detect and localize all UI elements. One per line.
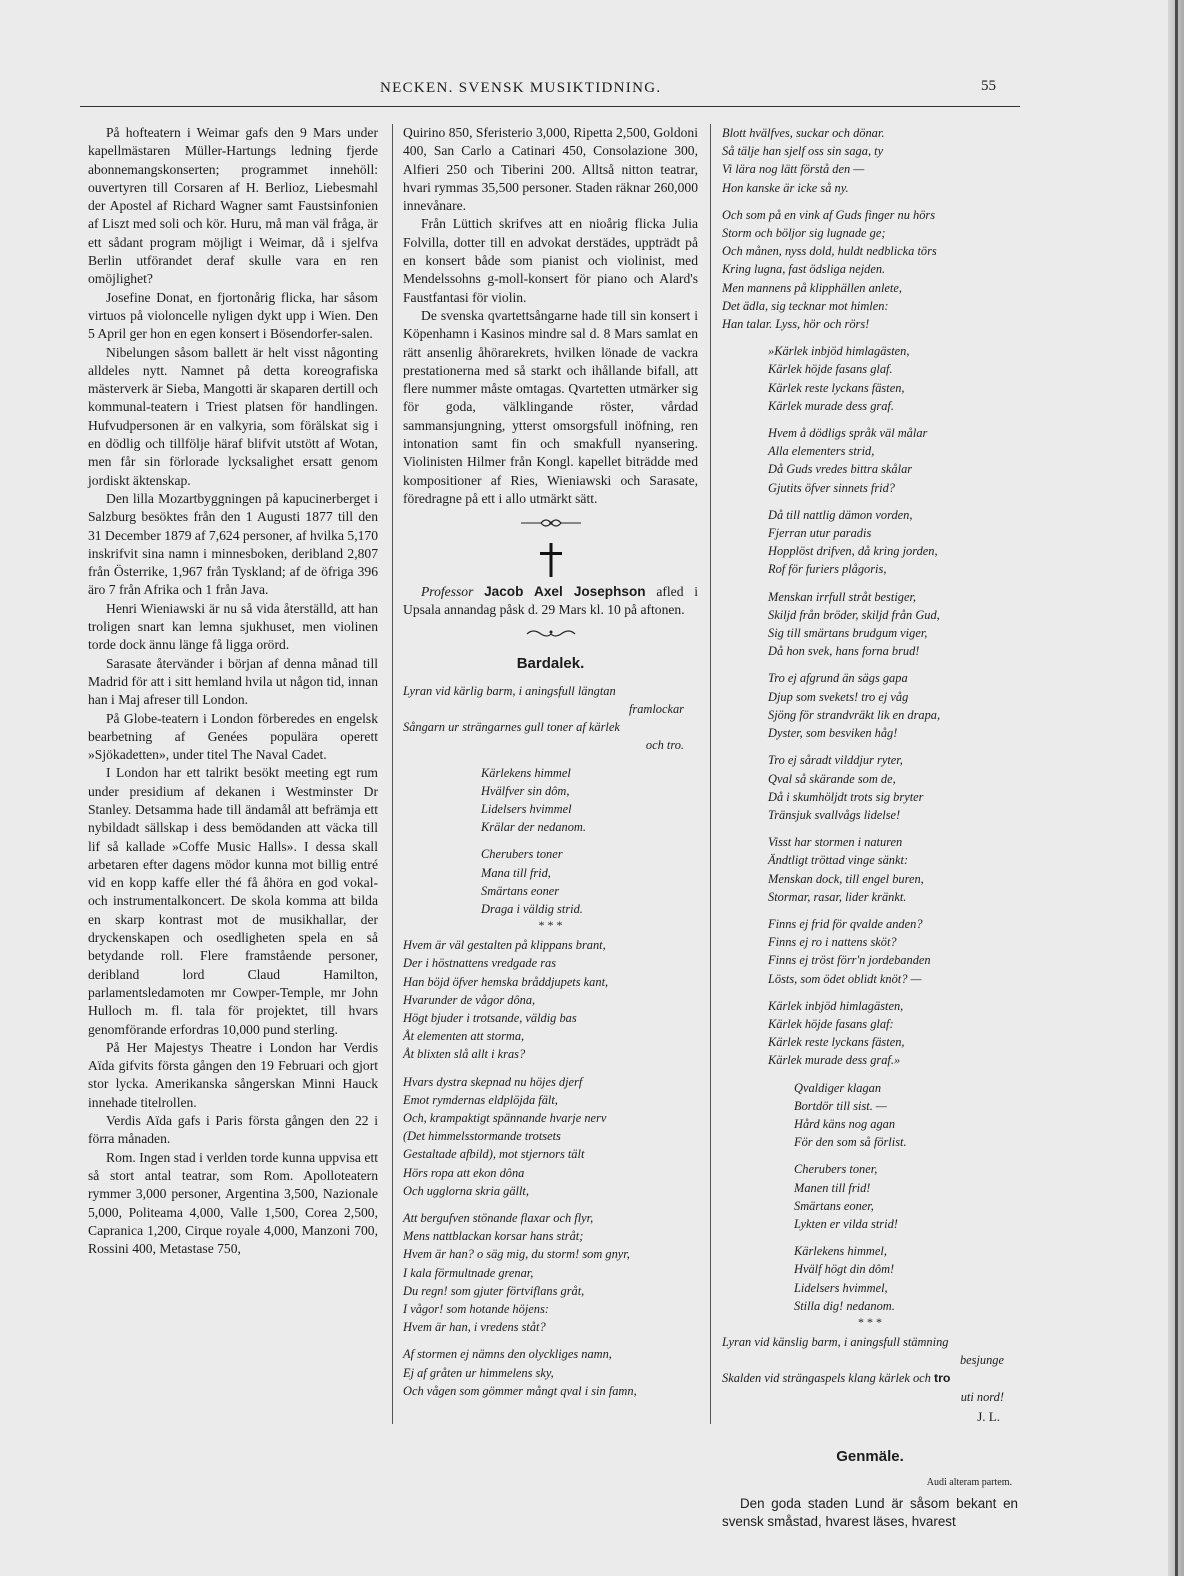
column-1 xyxy=(88,124,378,1258)
page-number: 55 xyxy=(981,78,996,94)
poem-stanza-4: Af stormen ej nämns den olyckliges namn, Ej af gråten ur himmelens sky, Och vågen som gömmer mångt qval i sin famn, xyxy=(403,1347,637,1398)
poem-closing: Lyran vid känslig barm, i aningsfull stämning besjunge Skalden vid strängaspels klang kärlek och tro uti nord! xyxy=(722,1334,1004,1404)
poem-stanza-5: Och som på en vink af Guds finger nu hörs Storm och böljor sig lugnade ge; Och månen, nyss dold, huldt nedblicka törs Kring lugna, fast ödsliga nejden. Men mannens på klipphällen anlete, Det ädla, sig tecknar mot himlen: Han talar. Lyss, hör och rörs! xyxy=(722,207,937,332)
news-her-majestys: På Her Majestys Theatre i London har Verdis Aïda gifvits första gången den 19 Februari och gjort stor lycka. Amerikanska sångerskan Minni Hauck innehade titelrollen. xyxy=(88,1039,378,1110)
poem-title: Bardalek. xyxy=(516,655,585,673)
poem-stanza-1: Hvem är väl gestalten på klippans brant, Der i höstnattens vredgade ras Han böjd öfver hemska bråddjupets kant, Hvarunder de vågor dôna, Högt bjuder i trotsande, väldig bas Åt elementen att storma, Åt blixten slå allt i kras? xyxy=(403,938,609,1062)
poem-opening: Lyran vid kärlig barm, i aningsfull längtan framlockar Sångarn ur strängarnes gull toner af kärlek och tro. xyxy=(403,683,684,753)
news-donat: Josefine Donat, en fjortonårig flicka, har såsom virtuos på violoncelle nyligen dykt upp i Wien. Den 5 April ger hon en egen konsert i Bösendorfer-salen. xyxy=(88,289,378,342)
news-rom: Rom. Ingen stad i verlden torde kunna uppvisa ett så stort antal teatrar, som Rom. Apolloteatern rymmer 3,000 personer, Argentina 3,500, Nazionale 5,000, Politeama 4,000, Valle 1,500, Corea 2,500, Capranica 1,200, Cirque royale 4,000, Manzoni 700, Rossini 400, Metastase 750, xyxy=(88,1149,378,1257)
news-london-meeting: I London har ett talrikt besökt meeting egt rum under presidium af dekanen i Westminster Dr Stanley. Detsamma hade till ändamål att befrämja ett nybildadt sällskap i dess bemödanden att väcka till lif så kallade »Coffe Music Halls». I dessa skall arbetaren efter dagens mödor kunna mot billig entré vid en kopp kaffe eller thé få åhöra en god vokal- och instrumentalkoncert. De skola komma att bilda en skarp kontrast mot de musikhallar, der dryckenskapen och osedligheten spela en så betydande roll. Flere framstående personer, deribland lord Claud Hamilton, parlamentsledamoten mr Cowper-Temple, mr John Hulloch m. fl. tala för projektet, till hvars genomförande erfordras 10,000 pund sterling. xyxy=(88,765,378,1037)
poem-stanza-3: Att bergufven stönande flaxar och flyr, Mens nattblackan korsar hans stråt; Hvem är han? o säg mig, du storm! som gnyr, I kala förmultnade grenar, Du regn! som gjuter förtviflans gråt, I vågor! som hotande höjens: Hvem är han, i vredens ståt? xyxy=(403,1211,630,1335)
song-1: »Kärlek inbjöd himlagästen, Kärlek höjde fasans glaf. Kärlek reste lyckans fästen, Kärlek murade dess graf. xyxy=(768,344,910,413)
news-nibelungen: Nibelungen såsom ballett är helt visst någonting alldeles nytt. Namnet på detta koreografiska mästerverk är Sieba, Mangotti är skaparen dertill och kommunal-teatern i Triest platsen för handlingen. Hufvudpersonen är en valkyria, som förälskat sig i en dödlig och tillfölje häraf blifvit utstött af Wotan, men får sin förlorade lycksalighet ersatt genom jordiskt äktenskap. xyxy=(88,344,378,488)
obituary-name: Jacob Axel Josephson xyxy=(484,583,646,599)
obituary xyxy=(403,583,698,620)
poem-stars-2: * * * xyxy=(858,1314,882,1329)
ornament-divider-2 xyxy=(403,627,698,645)
song-7: Visst har stormen i naturen Ändtligt tröttad vinge sänkt: Menskan dock, till engel buren, Stormar, rasar, lider kränkt. xyxy=(768,835,924,904)
column-rule-1 xyxy=(392,124,393,1424)
poem-refrain-5: Kärlekens himmel, Hvälf högt din dôm! Lidelsers hvimmel, Stilla dig! nedanom. xyxy=(794,1244,895,1313)
poem-stanza-4-cont: Blott hvälfves, suckar och dönar. Så tälje han sjelf oss sin saga, ty Vi lära nog lätt förstå den — Hon kanske är icke så ny. xyxy=(722,126,885,195)
poem-continued xyxy=(722,124,1018,1426)
page-edge-line xyxy=(1175,0,1178,1576)
news-weimar: På hofteatern i Weimar gafs den 9 Mars under kapellmästaren Müller-Hartungs ledning fjerde abonnemangskonserten; programmet innehöll: ouvertyren till Corsaren af H. Berlioz, Liebesmahl der Apostel af Richard Wagner samt Faustsinfonien af Liszt med soli och kör. Huru, må man väl fråga, är ett sådant program möjligt i Weimar, då i sjelfva Berlin utförandet deraf skulle vara en ren omöjlighet? xyxy=(88,125,378,287)
news-qvartett: De svenska qvartettsångarne hade till sin konsert i Köpenhamn i Kasinos mindre sal d. 8 Mars samlat en rätt ansenlig åhörarekrets, hvilken lönade de vackra prestationerna med så starkt och ihållande bifall, att flere nummer måste omtagas. Qvartetten utmärker sig för goda, välklingande röster, vårdad sammansjungning, ytterst omsorgsfull inöfning, ren intonation samt fin och smakfull nyansering. Violinisten Hilmer från Kongl. kapellet biträdde med kompositioner af Ries, Wieniawski och Sarasate, föredragne på ett i allo utmärkt sätt. xyxy=(403,307,698,506)
song-6: Tro ej såradt vilddjur ryter, Qval så skärande som de, Då i skumhöljdt trots sig bryter Tränsjuk svallvågs lidelse! xyxy=(768,753,924,822)
journal-title: NECKEN. SVENSK MUSIKTIDNING. xyxy=(380,80,662,96)
poem-stanza-2: Hvars dystra skepnad nu höjes djerf Emot rymdernas eldplöjda fält, Och, krampaktigt spännande hvarje nerv (Det himmelsstormande trotsets Gestaltade afbild), mot stjernors tält Hörs ropa att ekon dôna Och ugglorna skria gällt, xyxy=(403,1074,607,1198)
song-2: Hvem å dödligs språk väl målar Alla elementers strid, Då Guds vredes bittra skålar Gjutits öfver sinnets frid? xyxy=(768,426,928,495)
reply-title: Genmäle. xyxy=(836,1448,904,1465)
song-9: Kärlek inbjöd himlagästen, Kärlek höjde fasans glaf: Kärlek reste lyckans fästen, Kärlek murade dess graf.» xyxy=(768,998,905,1068)
reply-motto: Audi alteram partem. xyxy=(926,1477,1012,1489)
song-4: Menskan irrfull stråt bestiger, Skiljd från bröder, skiljd från Gud, Sig till smärtans brudgum viger, Då hon svek, hans forna brud! xyxy=(768,589,940,659)
poem-stars-1: * * * xyxy=(538,918,563,933)
song-3: Då till nattlig dämon vorden, Fjerran utur paradis Hopplöst drifven, då kring jorden, Rof för furiers plågoris, xyxy=(768,507,938,577)
song-8: Finns ej frid för qvalde anden? Finns ej ro i nattens sköt? Finns ej tröst förr'n jordebanden Lösts, som ödet oblidt knöt? — xyxy=(768,916,931,986)
poem-refrain-1: Kärlekens himmel Hvälfver sin dôm, Lidelsers hvimmel Krälar der nedanom. xyxy=(481,765,586,835)
column-rule-2 xyxy=(710,124,711,1424)
running-header xyxy=(80,78,1020,107)
song-5: Tro ej afgrund än sägs gapa Djup som svekets! tro ej våg Sjöng för strandvräkt lik en drapa, Dyster, som besviken håg! xyxy=(768,671,941,741)
obituary-text: afled i Upsala annandag påsk d. 29 Mars kl. 10 på aftonen. xyxy=(403,583,699,617)
column-2 xyxy=(403,124,698,1409)
reply-text: Den goda staden Lund är såsom bekant en svensk småstad, hvarest läses, hvarest xyxy=(722,1495,1018,1529)
poem-refrain-4: Cherubers toner, Manen till frid! Smärtans eoner, Lykten er vilda strid! xyxy=(794,1162,898,1231)
ornament-divider xyxy=(403,516,698,534)
news-sarasate: Sarasate återvänder i början af denna månad till Madrid för att i sitt hemland hvila ut någon tid, innan han i Maj afreser till London. xyxy=(88,655,378,708)
poem-refrain-2: Cherubers toner Mana till frid, Smärtans eoner Draga i väldig strid. xyxy=(481,847,583,916)
poem-bardalek xyxy=(403,682,698,1400)
news-wieniawski: Henri Wieniawski är nu så vida återställd, att han troligen snart kan lemna sjukhuset, men violinen torde dock ännu länge få ligga orörd. xyxy=(88,600,378,653)
poem-signature: J. L. xyxy=(977,1408,1000,1424)
obituary-prefix: Professor xyxy=(421,583,474,599)
cross-icon xyxy=(538,543,564,577)
news-luttich: Från Lüttich skrifves att en nioårig flicka Julia Folvilla, dotter till en advokat derstädes, uppträdt på en konsert både som pianist och violinist, med Mendelssohns g-moll-konsert för piano och Alard's Faustfantasi för violin. xyxy=(403,216,698,305)
column-3 xyxy=(722,124,1018,1531)
news-mozart: Den lilla Mozartbyggningen på kapucinerberget i Salzburg besöktes från den 1 Augusti 1877 till den 31 December 1879 af 7,624 personer, af hvilka 5,170 inskrifvit sina namn i minnesboken, deribland 2,807 från Österrike, 1,967 från Tyskland; af de öfriga 396 äro 7 från Afrika och 1 från Java. xyxy=(88,490,378,598)
news-rom-cont: Quirino 850, Sferisterio 3,000, Ripetta 2,500, Goldoni 400, San Carlo a Catinari 450, Consolazione 300, Alfieri 250 och Tiberini 200. Alltså nitton teatrar, hvari rymmas 35,500 personer. Staden räknar 260,000 innevånare. xyxy=(403,125,698,214)
poem-refrain-3: Qvaldiger klagan Bortdör till sist. — Hård käns nog agan För den som så förlist. xyxy=(794,1080,907,1150)
news-aida-paris: Verdis Aïda gafs i Paris första gången den 22 i förra månaden. xyxy=(88,1113,378,1147)
news-globe: På Globe-teatern i London förberedes en engelsk bearbetning af Genées populära operett »Sjökadetten», under titel The Naval Cadet. xyxy=(88,710,378,763)
